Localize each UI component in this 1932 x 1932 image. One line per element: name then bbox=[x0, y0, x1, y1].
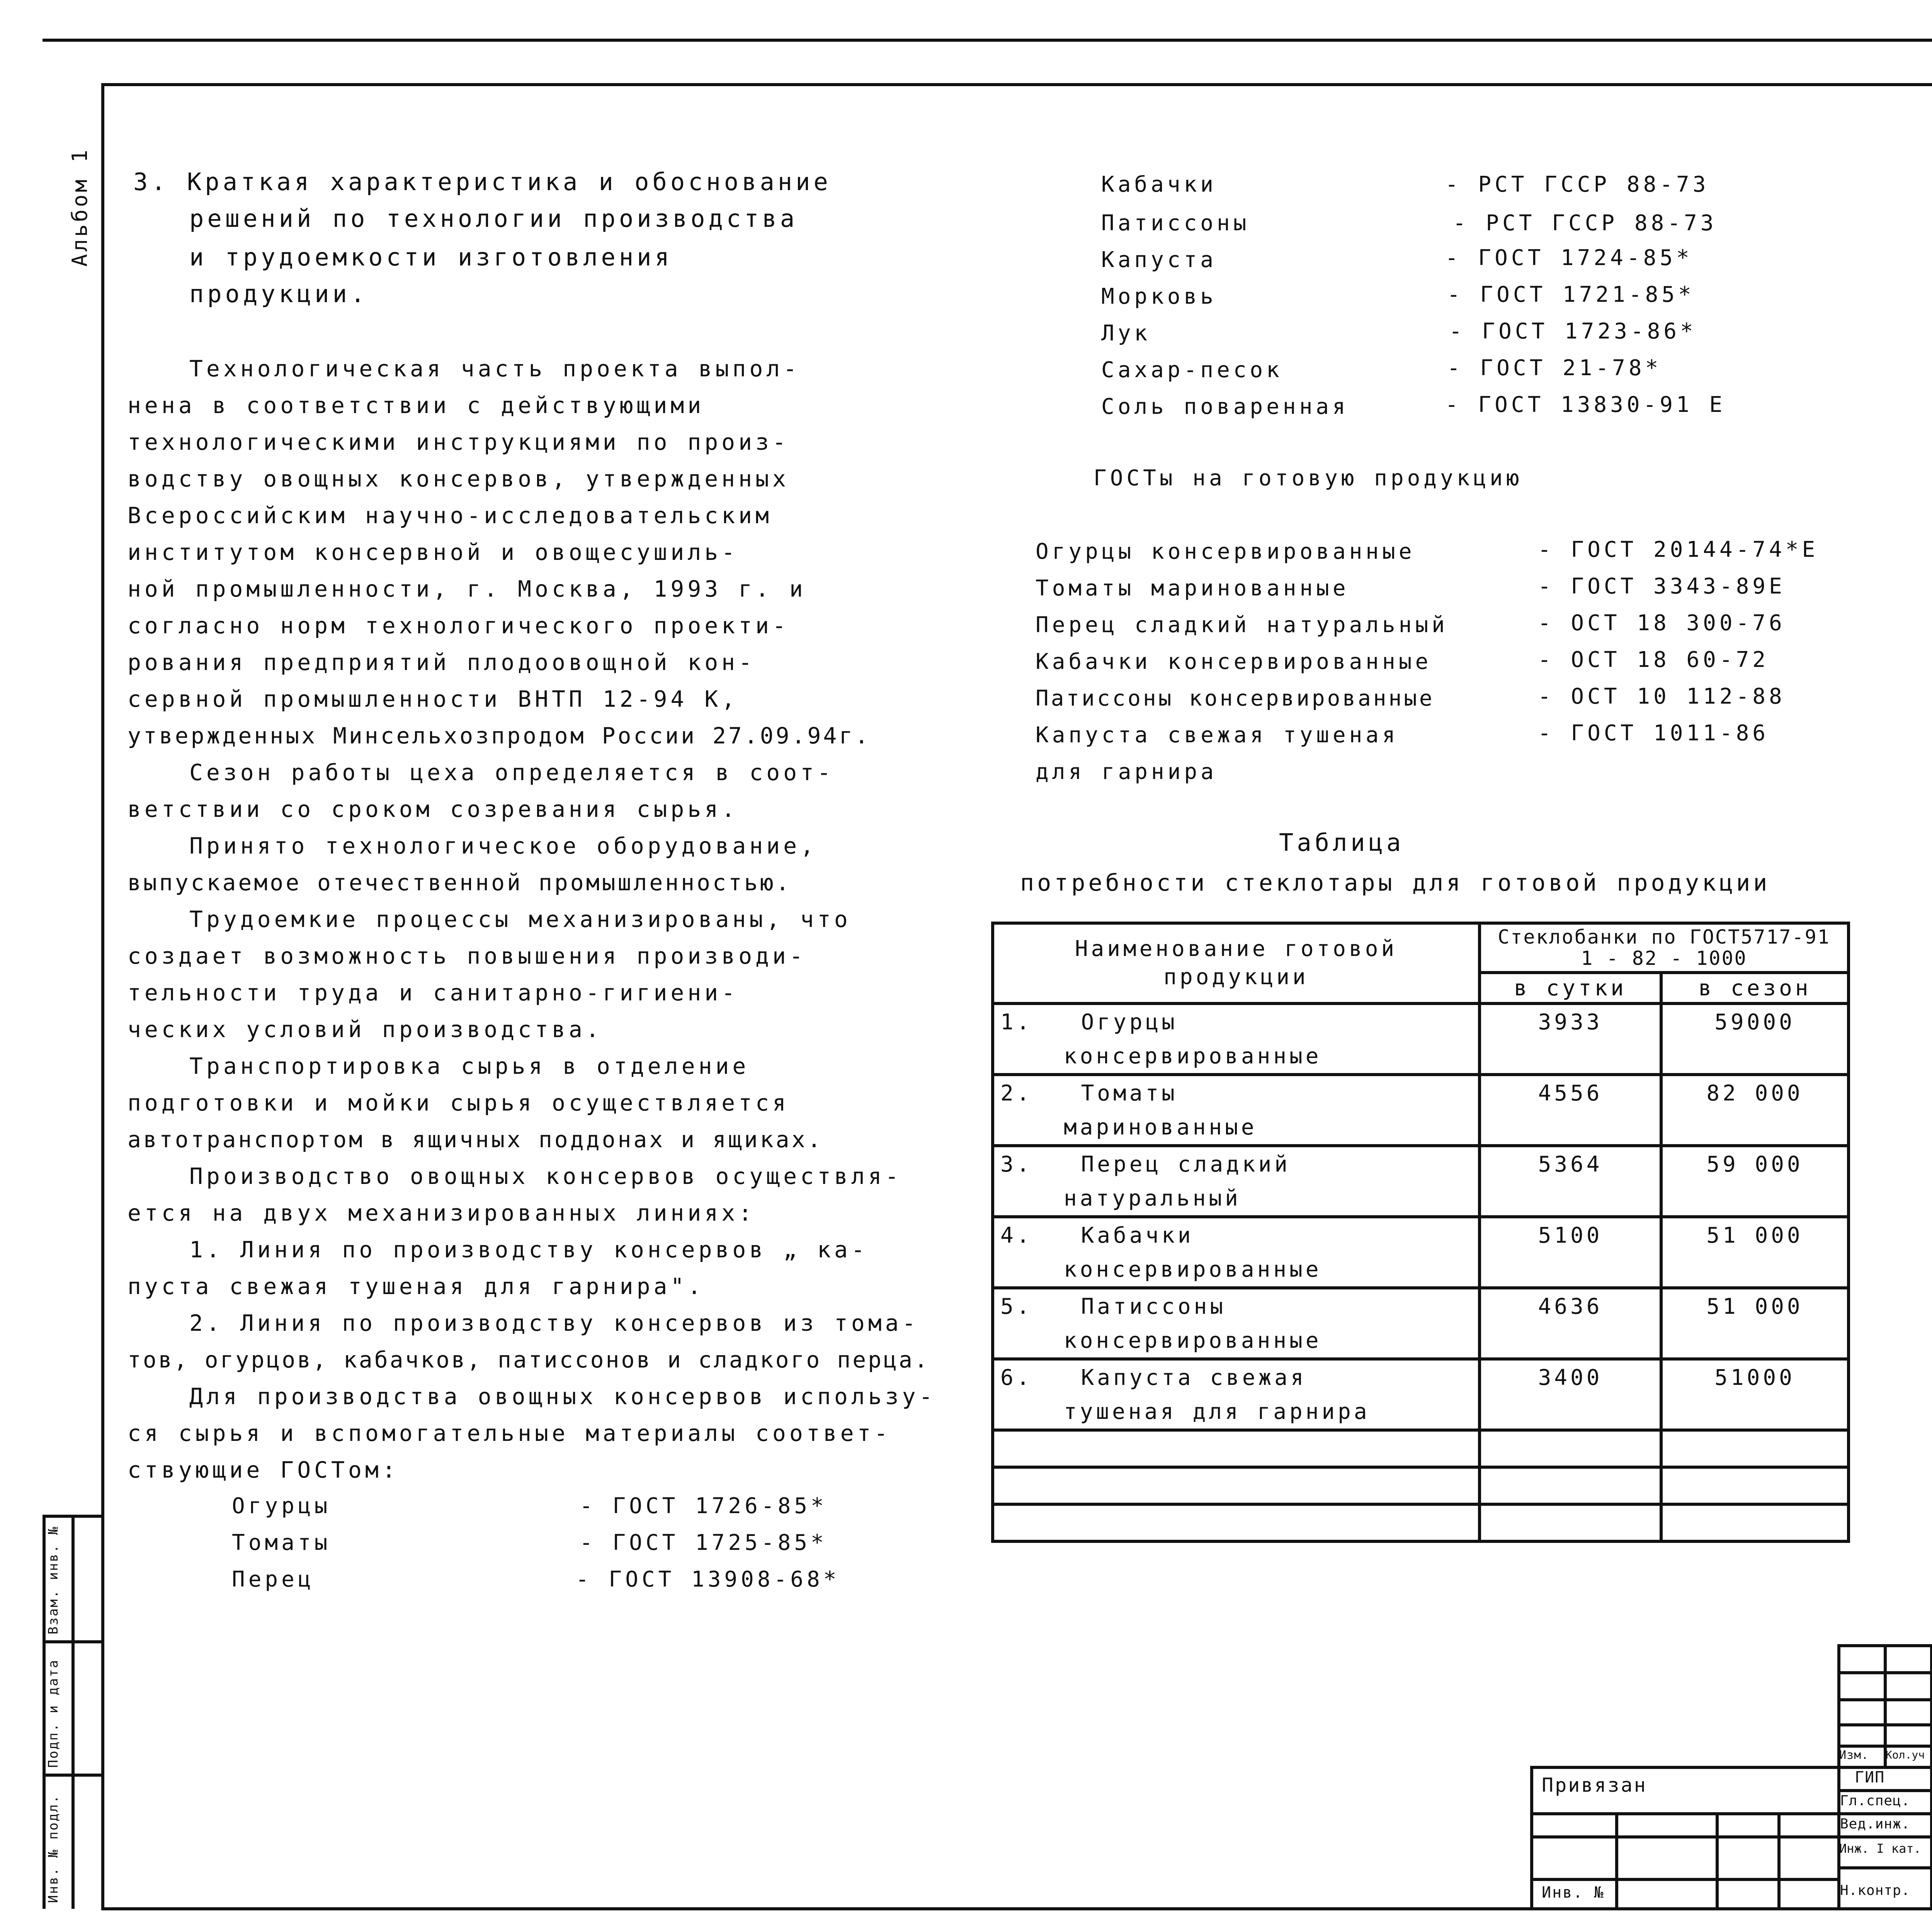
row-empty bbox=[1480, 1039, 1661, 1075]
product-gost-title: ГОСТы на готовую продукцию bbox=[1094, 466, 1523, 491]
empty-cell bbox=[1661, 1430, 1849, 1467]
row-num: 3. bbox=[1000, 1151, 1033, 1177]
product-name: для гарнира bbox=[1036, 759, 1217, 784]
empty-cell bbox=[1480, 1504, 1661, 1541]
raw-name: Соль поваренная bbox=[1101, 394, 1349, 419]
tb-role: Гл.спец. bbox=[1840, 1793, 1910, 1809]
tb-role: Вед.инж. bbox=[1840, 1816, 1910, 1832]
row-line1: Перец сладкий bbox=[1081, 1151, 1291, 1177]
row-line2: консервированные bbox=[993, 1039, 1480, 1075]
row-day: 4636 bbox=[1480, 1288, 1661, 1323]
table-title: Таблица bbox=[1279, 828, 1405, 857]
body-line: институтом консервной и овощесушиль- bbox=[128, 539, 739, 565]
body-line: Технологическая часть проекта выпол- bbox=[189, 355, 801, 382]
row-num: 5. bbox=[1000, 1294, 1033, 1319]
tb-bound-line bbox=[1530, 1835, 1837, 1838]
row-name-5 bbox=[993, 1288, 1480, 1323]
row-name-2 bbox=[993, 1075, 1480, 1110]
section-title-line-1: 3. Краткая характеристика и обоснование bbox=[133, 168, 832, 196]
tb-grid-line bbox=[1837, 1866, 1932, 1869]
body-line: пуста свежая тушеная для гарнира". bbox=[128, 1273, 705, 1299]
row-num: 4. bbox=[1000, 1223, 1033, 1248]
row-season: 51 000 bbox=[1661, 1217, 1849, 1252]
raw-name: Огурцы bbox=[232, 1493, 331, 1519]
row-num: 2. bbox=[1000, 1080, 1033, 1106]
frame-left-line bbox=[101, 83, 104, 1909]
empty-cell bbox=[993, 1467, 1480, 1504]
empty-cell bbox=[1661, 1467, 1849, 1504]
row-num: 1. bbox=[1000, 1009, 1033, 1035]
section-title-line-4: продукции. bbox=[189, 280, 369, 308]
body-line: нена в соответствии с действующими bbox=[128, 392, 705, 418]
product-name: Огурцы консервированные bbox=[1036, 539, 1415, 564]
frame-top-line bbox=[43, 39, 1932, 42]
body-line: Принято технологическое оборудование, bbox=[189, 833, 818, 859]
product-name: Кабачки консервированные bbox=[1036, 649, 1432, 674]
side-stamp-top bbox=[43, 1515, 101, 1518]
body-line: автотранспортом в ящичных поддонах и ящиках. bbox=[128, 1126, 823, 1153]
table-row bbox=[993, 1217, 1849, 1252]
row-empty bbox=[1480, 1110, 1661, 1146]
row-empty bbox=[1480, 1323, 1661, 1359]
product-name: Перец сладкий натуральный bbox=[1036, 612, 1448, 638]
raw-code: - ГОСТ 13830-91 Е bbox=[1445, 392, 1726, 417]
row-line2: тушеная для гарнира bbox=[993, 1395, 1480, 1430]
row-empty bbox=[1661, 1039, 1849, 1075]
empty-cell bbox=[993, 1504, 1480, 1541]
col-header-jars-line2: 1 - 82 - 1000 bbox=[1581, 947, 1747, 969]
empty-cell bbox=[1480, 1467, 1661, 1504]
tb-grid-line bbox=[1837, 1835, 1932, 1838]
tb-bound-vline bbox=[1615, 1812, 1618, 1909]
raw-code: - ГОСТ 1721-85* bbox=[1447, 282, 1695, 307]
table-row-cont bbox=[993, 1110, 1849, 1146]
table-row bbox=[993, 1288, 1849, 1323]
col-header-day: в сутки bbox=[1480, 973, 1661, 1003]
product-code: - ГОСТ 1011-86 bbox=[1538, 721, 1769, 746]
body-line: 2. Линия по производству консервов из тома- bbox=[189, 1310, 919, 1336]
product-code: - ОСТ 18 300-76 bbox=[1538, 611, 1786, 636]
product-name: Патиссоны консервированные bbox=[1036, 686, 1435, 711]
table-row-cont bbox=[993, 1181, 1849, 1217]
body-line: Транспортировка сырья в отделение bbox=[189, 1053, 750, 1079]
row-line1: Патиссоны bbox=[1081, 1294, 1226, 1319]
row-line2: консервированные bbox=[993, 1323, 1480, 1359]
side-sign-date: Подп. и дата bbox=[46, 1659, 61, 1768]
row-line2: маринованные bbox=[993, 1110, 1480, 1146]
body-line: ся сырья и вспомогательные материалы соответ- bbox=[128, 1420, 891, 1446]
row-day: 5100 bbox=[1480, 1217, 1661, 1252]
row-line2: консервированные bbox=[993, 1252, 1480, 1288]
row-season: 51000 bbox=[1661, 1359, 1849, 1395]
body-line: Для производства овощных консервов использу- bbox=[189, 1383, 936, 1410]
table-row-empty bbox=[993, 1504, 1849, 1541]
row-name-1 bbox=[993, 1003, 1480, 1039]
empty-cell bbox=[1480, 1430, 1661, 1467]
raw-name: Кабачки bbox=[1101, 172, 1217, 197]
row-line2: натуральный bbox=[993, 1181, 1480, 1217]
col-header-product bbox=[993, 923, 1480, 1003]
empty-cell bbox=[993, 1430, 1480, 1467]
tb-inv-label: Инв. № bbox=[1542, 1884, 1605, 1901]
empty-cell bbox=[1661, 1504, 1849, 1541]
raw-name: Томаты bbox=[232, 1530, 331, 1555]
table-row bbox=[993, 1146, 1849, 1181]
side-stamp-div-1 bbox=[43, 1640, 101, 1643]
body-line: ной промышленности, г. Москва, 1993 г. и bbox=[128, 576, 806, 602]
body-line: Трудоемкие процессы механизированы, что bbox=[189, 906, 851, 932]
product-code: - ГОСТ 20144-74*Е bbox=[1538, 537, 1819, 562]
row-empty bbox=[1480, 1252, 1661, 1288]
tb-role: Н.контр. bbox=[1840, 1883, 1910, 1898]
tb-col-izm: Изм. bbox=[1839, 1748, 1869, 1762]
body-line: выпускаемое отечественной промышленностью. bbox=[128, 869, 792, 896]
glass-table bbox=[991, 922, 1850, 1543]
tb-col-kol: Кол.уч bbox=[1886, 1748, 1925, 1761]
tb-role: ГИП bbox=[1855, 1769, 1885, 1786]
row-empty bbox=[1661, 1323, 1849, 1359]
row-empty bbox=[1480, 1181, 1661, 1217]
tb-bound-line bbox=[1530, 1812, 1837, 1815]
table-row-empty bbox=[993, 1467, 1849, 1504]
body-line: водству овощных консервов, утвержденных bbox=[128, 466, 789, 492]
row-season: 59000 bbox=[1661, 1003, 1849, 1039]
side-stamp-left bbox=[43, 1515, 46, 1909]
tb-grid-line bbox=[1837, 1812, 1932, 1815]
side-replaced-inv: Взам. инв. № bbox=[46, 1526, 61, 1634]
table-row-empty bbox=[993, 1430, 1849, 1467]
body-line: тельности труда и санитарно-гигиени- bbox=[128, 980, 739, 1006]
body-line: создает возможность повышения производи- bbox=[128, 943, 806, 969]
tb-bound-label: Привязан bbox=[1542, 1774, 1647, 1796]
product-name: Капуста свежая тушеная bbox=[1036, 723, 1399, 748]
tb-bound-vline bbox=[1777, 1812, 1781, 1909]
row-day: 4556 bbox=[1480, 1075, 1661, 1110]
body-line: Сезон работы цеха определяется в соот- bbox=[189, 759, 834, 786]
raw-code: - РСТ ГССР 88-73 bbox=[1453, 211, 1717, 236]
row-empty bbox=[1661, 1252, 1849, 1288]
col-header-jars-line1: Стеклобанки по ГОСТ5717-91 bbox=[1498, 926, 1830, 948]
row-line1: Капуста свежая bbox=[1081, 1365, 1307, 1390]
table-row-cont bbox=[993, 1252, 1849, 1288]
body-line: тов, огурцов, кабачков, патиссонов и сладкого перца. bbox=[128, 1347, 930, 1373]
tb-role: Инж. I кат. bbox=[1839, 1841, 1921, 1856]
raw-name: Сахар-песок bbox=[1101, 357, 1283, 383]
side-inv-orig: Инв. № подл. bbox=[46, 1794, 61, 1903]
table-row-cont bbox=[993, 1039, 1849, 1075]
body-line: 1. Линия по производству консервов „ ка- bbox=[189, 1236, 868, 1263]
raw-name: Морковь bbox=[1101, 284, 1217, 309]
tb-bound-line bbox=[1530, 1878, 1837, 1881]
raw-name: Патиссоны bbox=[1101, 211, 1250, 236]
product-code: - ГОСТ 3343-89Е bbox=[1538, 574, 1786, 599]
body-line: согласно норм технологического проекти- bbox=[128, 612, 789, 639]
row-line1: Кабачки bbox=[1081, 1223, 1194, 1248]
col-header-product-line2: продукции bbox=[1163, 964, 1309, 990]
row-season: 59 000 bbox=[1661, 1146, 1849, 1181]
row-line1: Томаты bbox=[1081, 1080, 1178, 1106]
raw-code: - РСТ ГССР 88-73 bbox=[1445, 172, 1709, 197]
col-header-jars bbox=[1480, 923, 1849, 973]
table-row bbox=[993, 1359, 1849, 1395]
raw-code: - ГОСТ 13908-68* bbox=[576, 1567, 840, 1592]
row-day: 3933 bbox=[1480, 1003, 1661, 1039]
section-title-line-3: и трудоемкости изготовления bbox=[189, 243, 673, 271]
raw-name: Капуста bbox=[1101, 247, 1217, 272]
tb-grid-vline bbox=[1884, 1644, 1887, 1766]
product-code: - ОСТ 18 60-72 bbox=[1538, 647, 1769, 672]
body-line: Производство овощных консервов осуществля- bbox=[189, 1163, 902, 1189]
row-day: 3400 bbox=[1480, 1359, 1661, 1395]
section-title-line-2: решений по технологии производства bbox=[189, 204, 798, 233]
row-season: 51 000 bbox=[1661, 1288, 1849, 1323]
body-line: ется на двух механизированных линиях: bbox=[128, 1200, 756, 1226]
product-code: - ОСТ 10 112-88 bbox=[1538, 684, 1786, 709]
body-line: рования предприятий плодоовощной кон- bbox=[128, 649, 756, 675]
side-stamp-div-2 bbox=[43, 1774, 101, 1777]
raw-code: - ГОСТ 21-78* bbox=[1447, 355, 1662, 381]
tb-grid-line bbox=[1837, 1789, 1932, 1792]
raw-code: - ГОСТ 1724-85* bbox=[1445, 245, 1693, 270]
body-line: утвержденных Минсельхозпродом России 27.09.94г. bbox=[128, 723, 871, 749]
product-name: Томаты маринованные bbox=[1036, 576, 1349, 601]
side-stamp-mid bbox=[71, 1515, 75, 1909]
row-num: 6. bbox=[1000, 1365, 1033, 1390]
body-line: ветствии со сроком созревания сырья. bbox=[128, 796, 739, 822]
tb-bound-vline bbox=[1716, 1812, 1719, 1909]
row-empty bbox=[1480, 1395, 1661, 1430]
table-subtitle: потребности стеклотары для готовой продукции bbox=[1020, 869, 1770, 896]
table-row-cont bbox=[993, 1323, 1849, 1359]
table-row-cont bbox=[993, 1395, 1849, 1430]
raw-name: Лук bbox=[1101, 321, 1151, 346]
row-name-6 bbox=[993, 1359, 1480, 1395]
raw-code: - ГОСТ 1725-85* bbox=[580, 1530, 827, 1555]
body-line: Всероссийским научно-исследовательским bbox=[128, 502, 772, 529]
row-line1: Огурцы bbox=[1081, 1009, 1178, 1035]
row-empty bbox=[1661, 1110, 1849, 1146]
row-season: 82 000 bbox=[1661, 1075, 1849, 1110]
table-row bbox=[993, 1075, 1849, 1110]
raw-code: - ГОСТ 1723-86* bbox=[1449, 319, 1697, 344]
body-line: подготовки и мойки сырья осуществляется bbox=[128, 1090, 789, 1116]
row-empty bbox=[1661, 1395, 1849, 1430]
body-line: ствующие ГОСТом: bbox=[128, 1457, 399, 1483]
frame-bottom-line bbox=[101, 1907, 1932, 1910]
body-line: технологическими инструкциями по произ- bbox=[128, 429, 789, 455]
table-row bbox=[993, 1003, 1849, 1039]
row-name-4 bbox=[993, 1217, 1480, 1252]
body-line: сервной промышленности ВНТП 12-94 К, bbox=[128, 686, 739, 712]
album-label: Альбом 1 bbox=[68, 147, 92, 267]
raw-name: Перец bbox=[232, 1567, 315, 1592]
raw-code: - ГОСТ 1726-85* bbox=[580, 1493, 827, 1519]
col-header-product-line1: Наименование готовой bbox=[1075, 936, 1398, 962]
col-header-season: в сезон bbox=[1661, 973, 1849, 1003]
tb-grid-vline bbox=[1930, 1644, 1932, 1909]
body-line: ческих условий производства. bbox=[128, 1016, 603, 1043]
row-empty bbox=[1661, 1181, 1849, 1217]
row-name-3 bbox=[993, 1146, 1480, 1181]
row-day: 5364 bbox=[1480, 1146, 1661, 1181]
frame-inner-top-line bbox=[101, 83, 1932, 86]
